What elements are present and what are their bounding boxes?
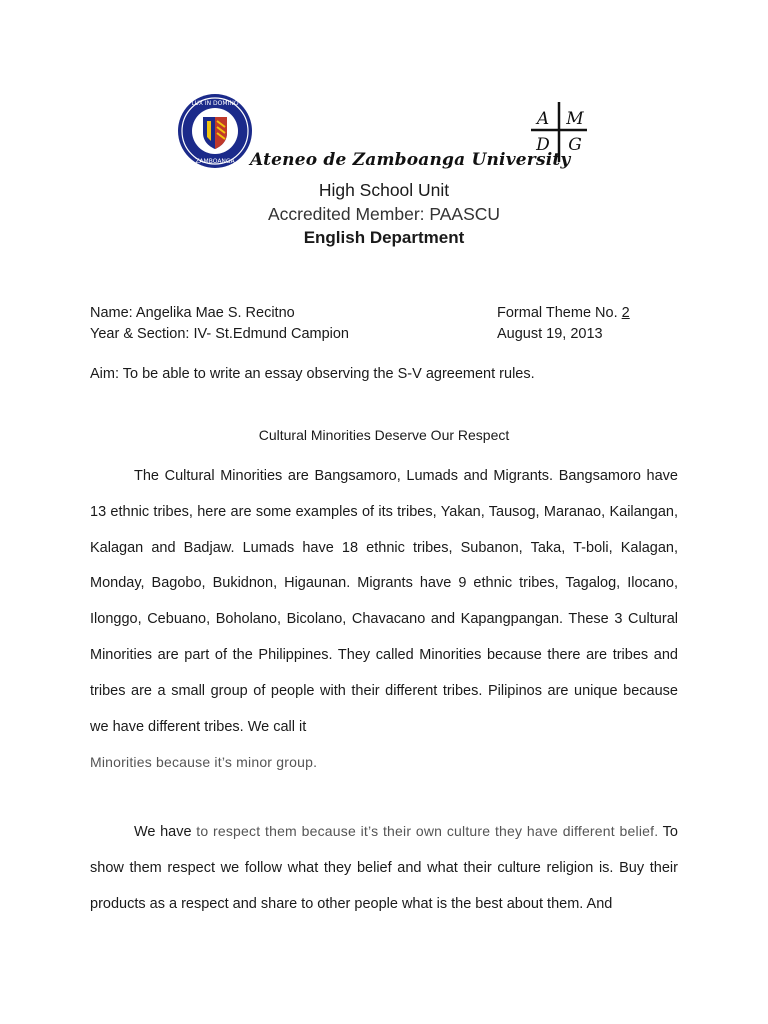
- paragraph-2-rest: To show them respect we follow what they belief and what their culture religion is. Buy their products as a respect and share to other people what is the best about them. And: [90, 824, 678, 912]
- svg-text:M: M: [566, 109, 584, 129]
- svg-text:LUX IN DOMINO: LUX IN DOMINO: [191, 100, 239, 107]
- university-name: Ateneo de Zamboanga University: [250, 150, 571, 170]
- paragraph-1-end: Minorities because it’s minor group.: [90, 754, 318, 771]
- theme-number: [497, 305, 630, 321]
- svg-text:G: G: [568, 135, 582, 155]
- essay-title: Cultural Minorities Deserve Our Respect: [258, 427, 510, 443]
- theme-number-value: 2: [621, 305, 630, 321]
- department-name: English Department: [303, 228, 465, 247]
- accreditation: Accredited Member: PAASCU: [267, 204, 501, 224]
- essay-aim: Aim: To be able to write an essay observing the S-V agreement rules.: [90, 366, 535, 382]
- essay-date: August 19, 2013: [497, 326, 603, 342]
- essay-paragraph-1: [90, 459, 678, 782]
- svg-text:A: A: [536, 109, 550, 129]
- paragraph-2-light: to respect them because it’s their own culture they have different belief.: [191, 823, 659, 839]
- student-name: Name: Angelika Mae S. Recitno: [90, 305, 295, 321]
- paragraph-2-start: We have: [134, 824, 192, 840]
- svg-text:ZAMBOANGA: ZAMBOANGA: [195, 158, 235, 165]
- theme-label: Formal Theme No.: [497, 305, 622, 321]
- svg-text:D: D: [536, 135, 550, 155]
- university-seal-icon: [177, 93, 253, 169]
- unit-name: High School Unit: [318, 180, 450, 200]
- paragraph-1-text: The Cultural Minorities are Bangsamoro, Lumads and Migrants. Bangsamoro have 13 ethnic tribes, here are some examples of its tribes, Yakan, Tausog, Maranao, Kailangan, Kalagan and Badjaw. Lumads have 18 ethnic tribes, Subanon, Taka, T-boli, Kalagan, Monday, Bagobo, Bukidnon, Higaunan. Migrants have 9 ethnic tribes, Tagalog, Ilocano, Ilonggo, Cebuano, Boholano, Bicolano, Chavacano and Kapangpangan. These 3 Cultural Minorities are part of the Philippines. They called Minorities because there are tribes and tribes are a small group of people with their different tribes. Pilipinos are unique because we have different tribes. We call it: [90, 468, 678, 735]
- essay-paragraph-2: [90, 814, 678, 922]
- year-section: Year & Section: IV- St.Edmund Campion: [90, 326, 349, 342]
